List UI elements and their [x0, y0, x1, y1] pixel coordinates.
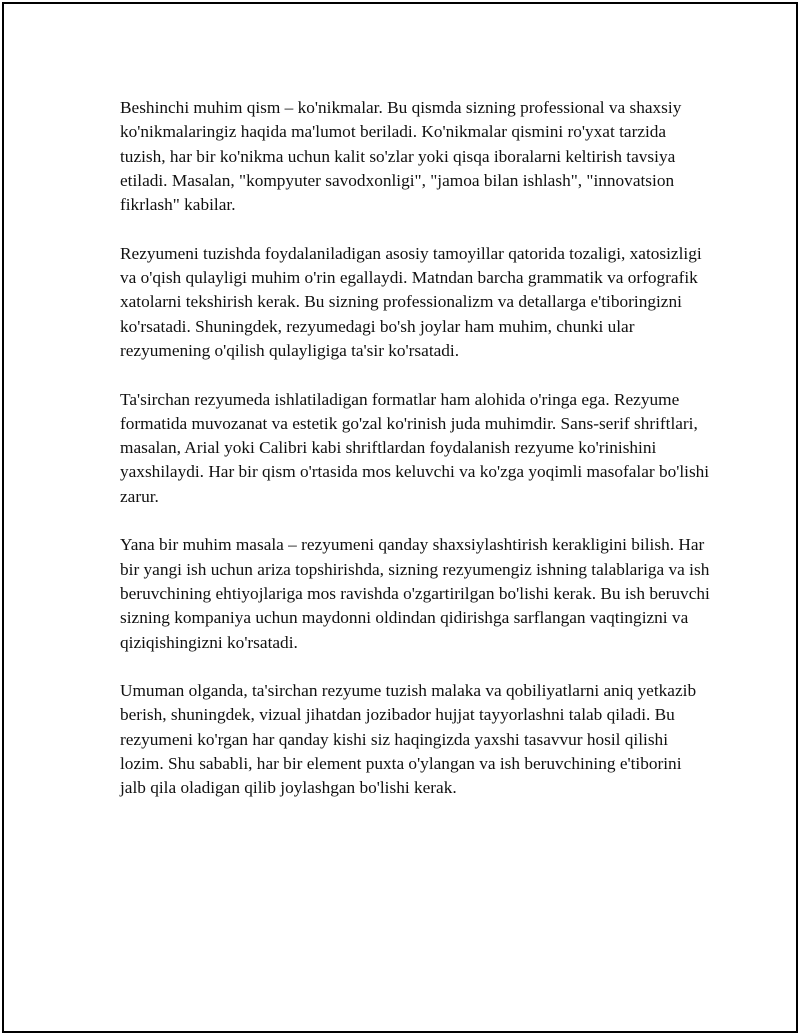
- paragraph-formats: Ta'sirchan rezyumeda ishlatiladigan formatlar ham alohida o'ringa ega. Rezyume formatida muvozanat va estetik go'zal ko'rinish juda muhimdir. Sans-serif shriftlari, masalan, Arial yoki Calibri kabi shriftlardan foydalanish rezyume ko'rinishini yaxshilaydi. Har bir qism o'rtasida mos keluvchi va ko'zga yoqimli masofalar bo'lishi zarur.: [120, 389, 710, 506]
- paragraph-personalization: Yana bir muhim masala – rezyumeni qanday shaxsiylashtirish kerakligini bilish. Har bir yangi ish uchun ariza topshirishda, sizning rezyumengiz ishning talablariga va ish beruvchining ehtiyojlariga mos ravishda o'zgartirilgan bo'lishi kerak. Bu ish beruvchi sizning kompaniya uchun maydonni oldindan qidirishga sarflangan vaqtingizni va qiziqishingizni ko'rsatadi.: [120, 535, 710, 652]
- paragraph-conclusion: Umuman olganda, ta'sirchan rezyume tuzish malaka va qobiliyatlarni aniq yetkazib berish, shuningdek, vizual jihatdan jozibador hujjat tayyorlashni talab qiladi. Bu rezyumeni ko'rgan har qanday kishi siz haqingizda yaxshi tasavvur hosil qilishi lozim. Shu sababli, har bir element puxta o'ylangan va ish beruvchining e'tiborini jalb qila oladigan qilib joylashgan bo'lishi kerak.: [120, 681, 697, 798]
- document-page: [2, 2, 798, 1033]
- paragraph-skills: Beshinchi muhim qism – ko'nikmalar. Bu qismda sizning professional va shaxsiy ko'nikmalaringiz haqida ma'lumot beriladi. Ko'nikmalar qismini ro'yxat tarzida tuzish, har bir ko'nikma uchun kalit so'zlar yoki qisqa iboralarni keltirish tavsiya etiladi. Masalan, "kompyuter savodxonligi", "jamoa bilan ishlash", "innovatsion fikrlash" kabilar.: [120, 98, 682, 215]
- document-body: [120, 96, 710, 801]
- paragraph-cleanliness: Rezyumeni tuzishda foydalaniladigan asosiy tamoyillar qatorida tozaligi, xatosizligi va o'qish qulayligi muhim o'rin egallaydi. Matndan barcha grammatik va orfografik xatolarni tekshirish kerak. Bu sizning professionalizm va detallarga e'tiboringizni ko'rsatadi. Shuningdek, rezyumedagi bo'sh joylar ham muhim, chunki ular rezyumening o'qilish qulayligiga ta'sir ko'rsatadi.: [120, 243, 702, 360]
